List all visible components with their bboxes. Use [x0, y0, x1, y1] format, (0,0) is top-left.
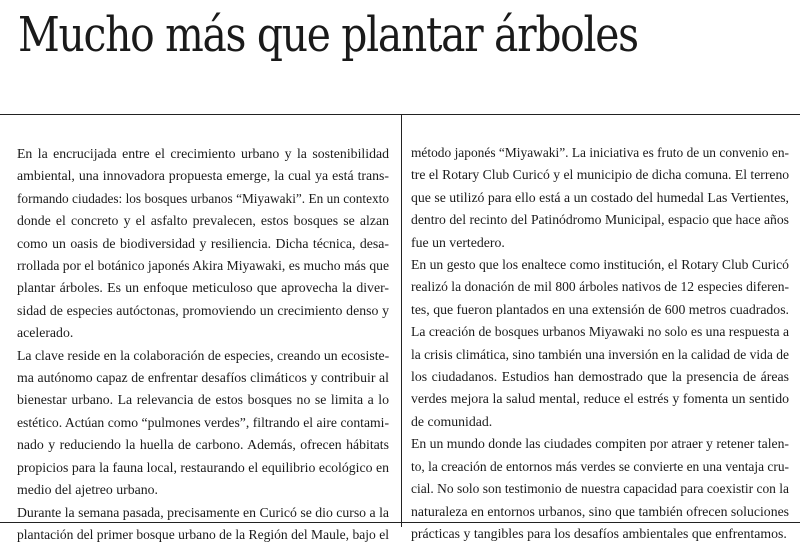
body-line: naturaleza en entornos urbanos, sino que también ofrecen soluciones: [411, 503, 790, 519]
body-line: bienestar urbano. La relevancia de estos bosques no se limita a lo: [17, 392, 389, 408]
body-line: que se utilizó para ello está a un costado del humedal Las Vertientes,: [411, 189, 789, 205]
body-line: cial. No solo son testimonio de nuestra capacidad para coexistir con la: [411, 481, 789, 497]
body-line: realizó la donación de mil 800 árboles nativos de 12 especies diferen-: [411, 279, 789, 295]
body-line: estético. Actúan como “pulmones verdes”, filtrando el aire contami-: [17, 414, 389, 430]
body-line: propicios para la fauna local, restaurando el equilibrio ecológico en: [17, 459, 389, 475]
body-line: acelerado.: [17, 325, 74, 341]
body-line: En un mundo donde las ciudades compiten por atraer y retener talen-: [411, 436, 789, 452]
body-line: ma autónomo capaz de enfrentar desafíos climáticos y contribuir al: [17, 370, 389, 386]
body-line: En un gesto que los enaltece como institución, el Rotary Club Curicó: [411, 257, 789, 273]
body-line: Durante la semana pasada, precisamente en Curicó se dio curso a la: [17, 504, 389, 520]
body-line: ambiental, una innovadora propuesta emerge, la cual ya está trans-: [17, 168, 389, 184]
right-column: [411, 142, 789, 545]
body-line: los ciudadanos. Estudios han demostrado que la presencia de áreas: [411, 369, 789, 385]
body-line: nado y reduciendo la huella de carbono. Además, ofrecen hábitats: [17, 437, 389, 453]
body-line: verdes mejora la salud mental, reduce el estrés y fomenta un sentido: [411, 391, 789, 407]
body-line: La creación de bosques urbanos Miyawaki no solo es una respuesta a: [411, 324, 790, 340]
body-line: formando ciudades: los bosques urbanos “Miyawaki”. En un contexto: [17, 190, 389, 206]
body-line: plantar árboles. Es un enfoque meticuloso que aprovecha la diver-: [17, 280, 389, 296]
body-line: tes, que fueron plantados en una extensión de 600 metros cuadrados.: [411, 301, 789, 317]
body-line: rrollada por el botánico japonés Akira Miyawaki, es mucho más que: [17, 258, 389, 274]
body-line: donde el concreto y el asfalto prevalecen, estos bosques se alzan: [17, 213, 389, 229]
body-line: to, la creación de entornos más verdes se convierte en una ventaja cru-: [411, 458, 789, 474]
left-column: [17, 143, 389, 546]
body-line: prácticas y tangibles para los desafíos ambientales que enfrentamos.: [411, 525, 787, 541]
body-line: dentro del recinto del Patinódromo Municipal, espacio que hace años: [411, 212, 789, 228]
body-line: La clave reside en la colaboración de especies, creando un ecosiste-: [17, 347, 390, 363]
body-line: de comunidad.: [411, 413, 493, 429]
top-rule: [0, 114, 800, 115]
column-divider: [401, 114, 402, 527]
body-line: la crisis climática, sino también una inversión en la calidad de vida de: [411, 346, 789, 362]
body-line: medio del ajetreo urbano.: [17, 482, 158, 498]
body-line: como un oasis de biodiversidad y resiliencia. Dicha técnica, desa-: [17, 235, 389, 251]
body-line: sidad de especies autóctonas, promoviendo un crecimiento denso y: [17, 302, 389, 318]
body-line: fue un vertedero.: [411, 234, 505, 250]
bottom-rule: [0, 522, 800, 523]
body-line: tre el Rotary Club Curicó y el municipio de dicha comuna. El terreno: [411, 167, 790, 183]
body-line: En la encrucijada entre el crecimiento urbano y la sostenibilidad: [17, 146, 389, 161]
body-line: método japonés “Miyawaki”. La iniciativa es fruto de un convenio en-: [411, 145, 789, 160]
body-line: plantación del primer bosque urbano de la Región del Maule, bajo el: [17, 526, 389, 542]
article-headline: Mucho más que plantar árboles: [18, 7, 638, 63]
